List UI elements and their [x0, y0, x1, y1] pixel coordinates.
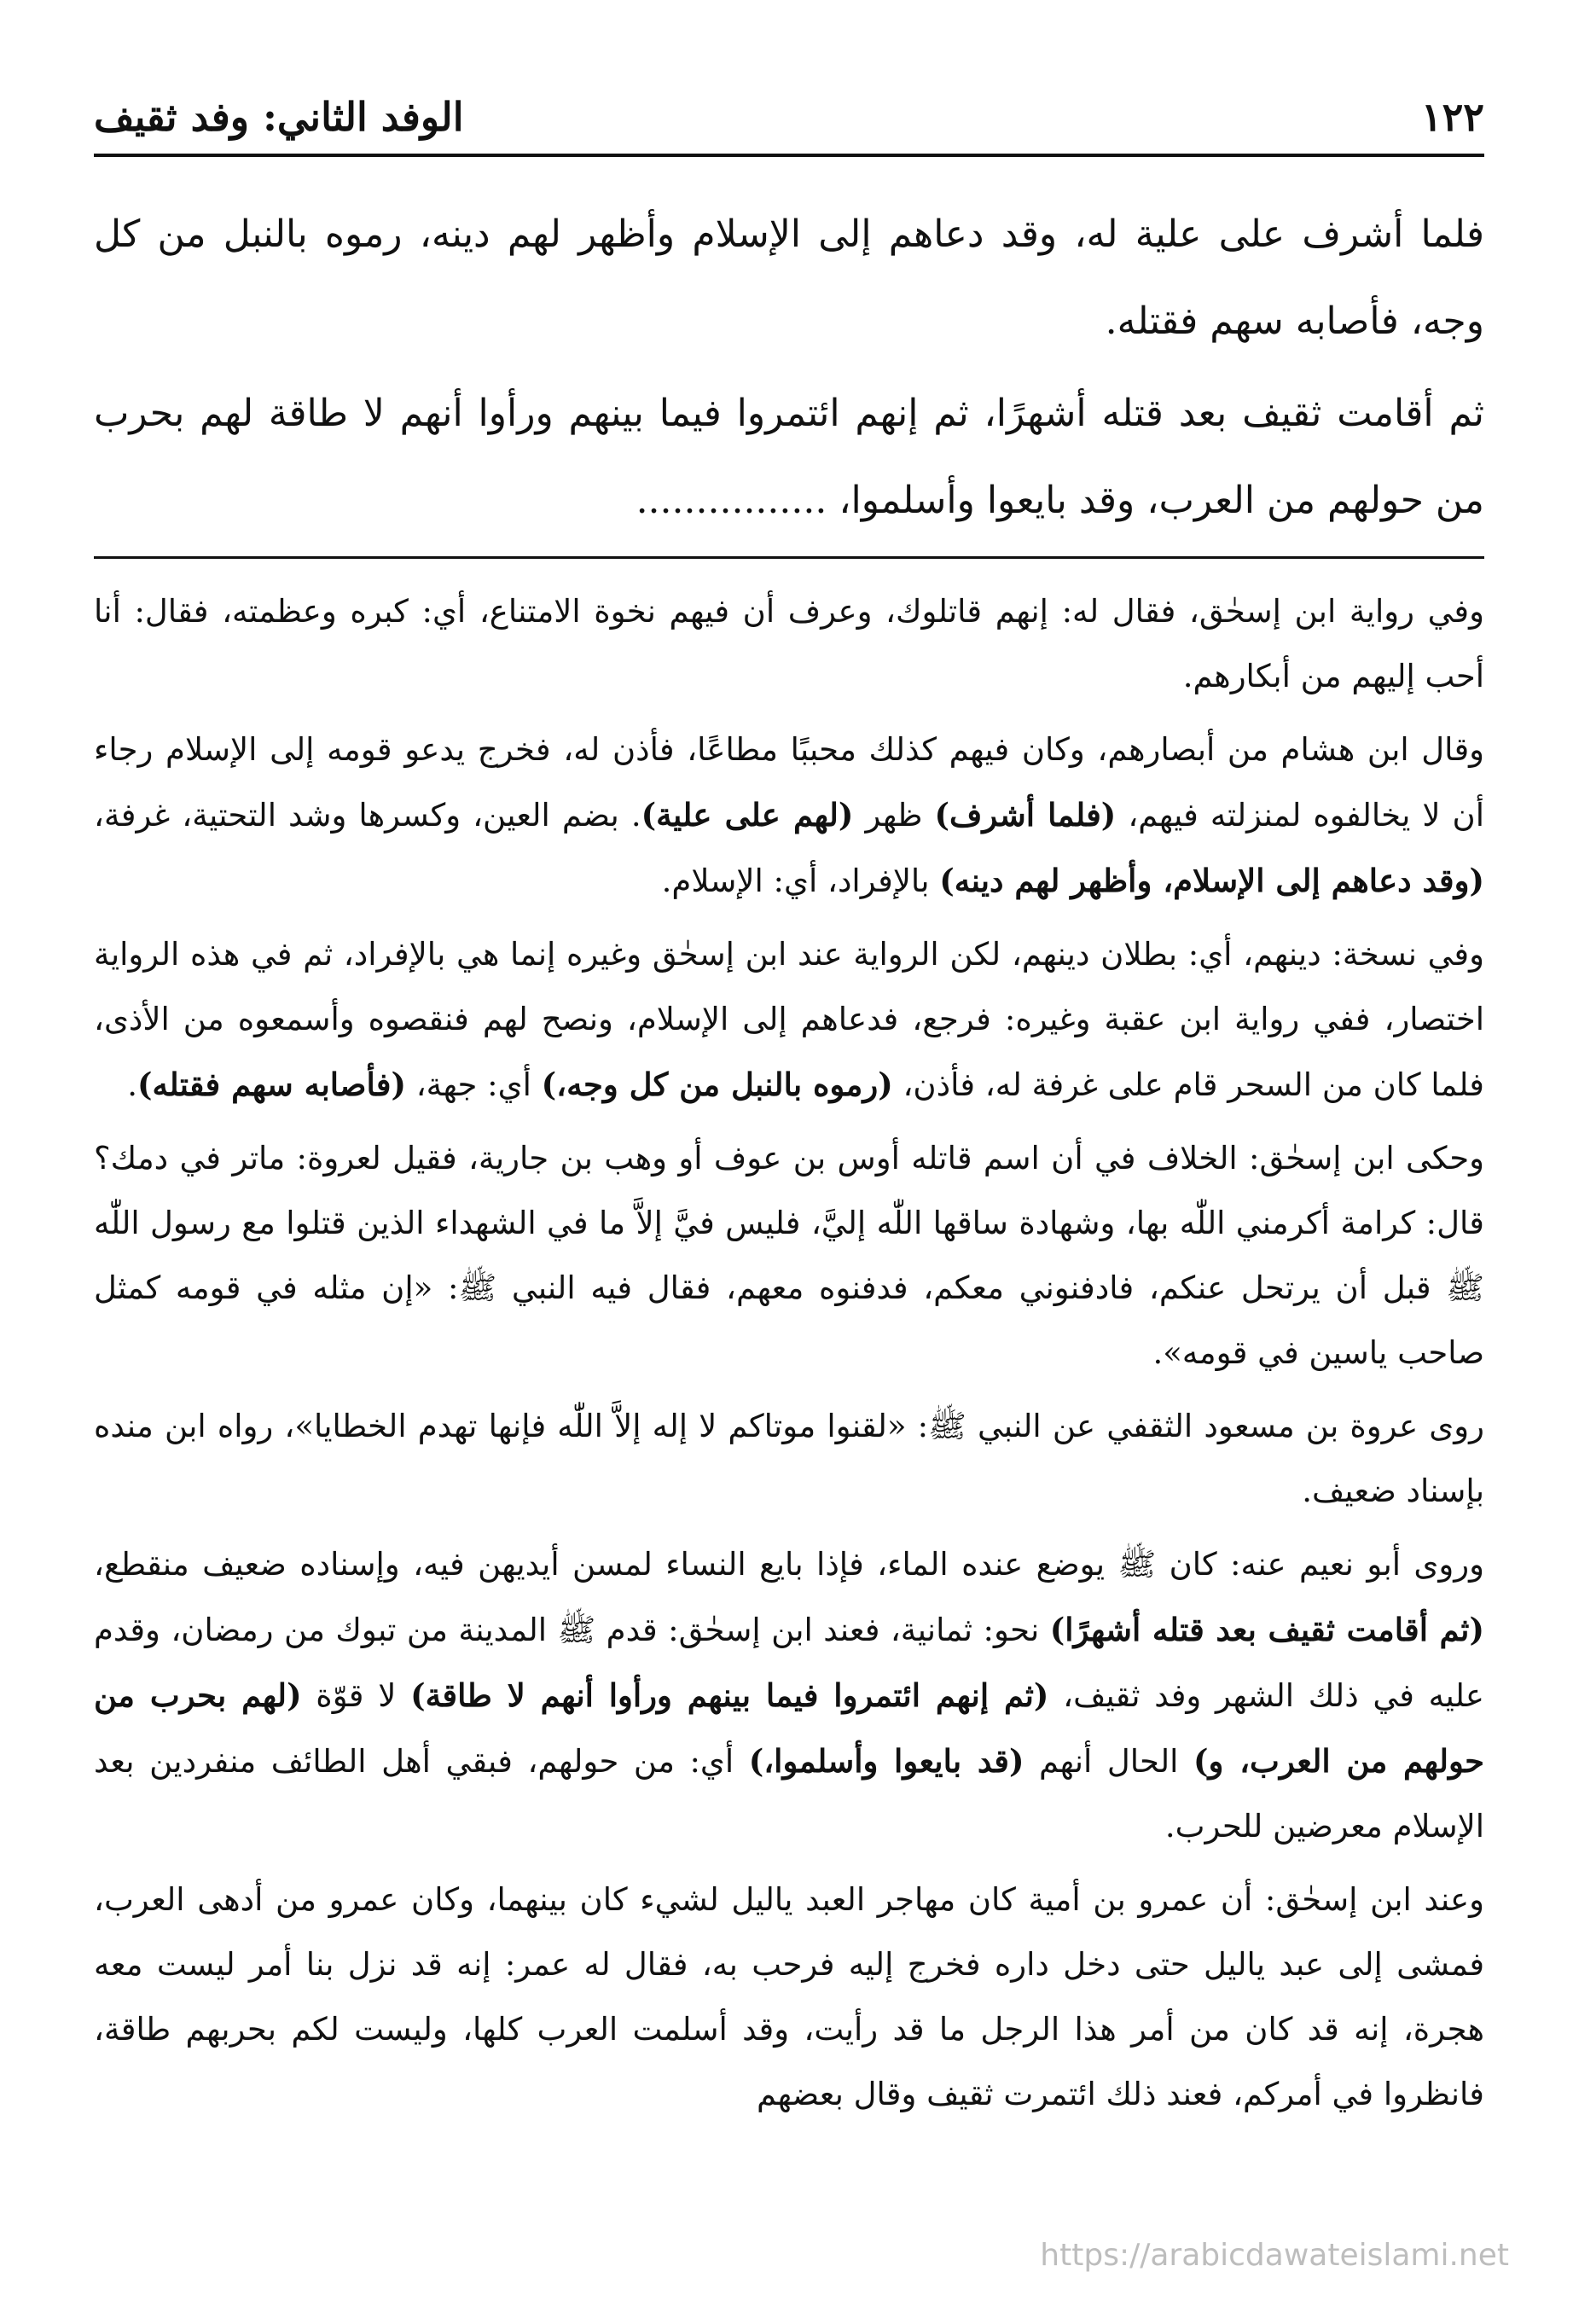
commentary-text: وقال ابن هشام من أبصارهم، وكان فيهم كذلك محببًا مطاعًا، فأذن له، فخرج يدعو قومه إلى الإسلام رجاء أن لا يخالفوه لمنزلته فيهم، [94, 731, 1485, 834]
commentary-text: الحال أنهم [1024, 1743, 1194, 1780]
commentary-text: لا قوّة [301, 1677, 411, 1714]
commentary-text: وعند ابن إسحٰق: أن عمرو بن أمية كان مهاجر العبد ياليل لشيء كان بينهما، وكان عمرو من أدهى العرب، فمشى إلى عبد ياليل حتى دخل داره فخرج إليه فرحب به، فقال له عمر: إنه قد نزل بنا أمر ليست معه هجرة، إنه قد كان من أمر هذا الرجل ما قد رأيت، وقد أسلمت العرب كلها، وليست لكم بحربهم طاقة، فانظروا في أمركم، فعند ذلك ائتمرت ثقيف وقال بعضهم [94, 1881, 1484, 2112]
quoted-matn-text: (لهم بحرب من حولهم من العرب، و) [94, 1676, 1484, 1780]
watermark: https://arabicdawateislami.net [1040, 2238, 1509, 2273]
quoted-matn-text: (رموه بالنبل من كل وجه،) [541, 1066, 893, 1103]
main-text [94, 191, 1484, 544]
main-paragraph: فلما أشرف على علية له، وقد دعاهم إلى الإسلام وأظهر لهم دينه، رموه بالنبل من كل وجه، فأصابه سهم فقتله. [94, 212, 1484, 343]
quoted-matn-text: (لهم على علية) [641, 796, 854, 834]
commentary-paragraph [94, 1126, 1484, 1386]
commentary [94, 579, 1484, 2127]
commentary-text: ظهر [853, 797, 935, 834]
page-number: ١٢٢ [1420, 94, 1484, 140]
commentary-paragraph [94, 579, 1484, 709]
quoted-matn-text: (ثم إنهم ائتمروا فيما بينهم ورأوا أنهم لا طاقة) [410, 1676, 1049, 1714]
main-paragraph: ثم أقامت ثقيف بعد قتله أشهرًا، ثم إنهم ائتمروا فيما بينهم ورأوا أنهم لا طاقة لهم بحرب من حولهم من العرب، وقد بايعوا وأسلموا، ................ [94, 392, 1484, 522]
commentary-text: بالإفراد، أي: الإسلام. [661, 863, 940, 899]
quoted-matn-text: (قد بايعوا وأسلموا،) [748, 1742, 1024, 1780]
quoted-matn-text: (ثم أقامت ثقيف بعد قتله أشهرًا) [1049, 1611, 1484, 1648]
commentary-text: وفي نسخة: دينهم، أي: بطلان دينهم، لكن الرواية عند ابن إسحٰق وغيره إنما هي بالإفراد، ثم في هذه الرواية اختصار، ففي رواية ابن عقبة وغيره: فرجع، فدعاهم إلى الإسلام، ونصح لهم فنقصوه وأسمعوه من الأذى، فلما كان من السحر قام على غرفة له، فأذن، [94, 936, 1484, 1103]
quoted-matn-text: (وقد دعاهم إلى الإسلام، وأظهر لهم دينه) [939, 862, 1484, 899]
commentary-text: . [127, 1066, 138, 1103]
running-title: الوفد الثاني: وفد ثقيف [94, 94, 464, 140]
book-page [94, 85, 1484, 2269]
commentary-text: نحو: ثمانية، فعند ابن إسحٰق: قدم ﷺ المدينة من تبوك من رمضان، وقدم عليه في ذلك الشهر وفد ثقيف، [94, 1612, 1485, 1714]
commentary-text: أي: جهة، [405, 1066, 542, 1103]
commentary-text: . بضم العين، وكسرها وشد التحتية، غرفة، [94, 797, 641, 834]
quoted-matn-text: (فلما أشرف) [934, 796, 1117, 834]
commentary-text: أي: من حولهم، فبقي أهل الطائف منفردين بعد الإسلام معرضين للحرب. [94, 1743, 1484, 1845]
commentary-paragraph [94, 1868, 1484, 2127]
commentary-text: وفي رواية ابن إسحٰق، فقال له: إنهم قاتلوك، وعرف أن فيهم نخوة الامتناع، أي: كبره وعظمته، فقال: أنا أحب إليهم من أبكارهم. [94, 593, 1484, 694]
page-header [94, 85, 1484, 157]
commentary-text: روى عروة بن مسعود الثقفي عن النبي ﷺ: «لقنوا موتاكم لا إله إلاَّ اللّٰه فإنها تهدم الخطايا»، رواه ابن منده بإسناد ضعيف. [94, 1408, 1484, 1509]
quoted-matn-text: (فأصابه سهم فقتله) [137, 1066, 406, 1103]
commentary-paragraph [94, 1394, 1484, 1524]
section-divider [94, 556, 1484, 559]
commentary-paragraph [94, 718, 1484, 914]
commentary-text: وروى أبو نعيم عنه: كان ﷺ يوضع عنده الماء، فإذا بايع النساء لمسن أيديهن فيه، وإسناده ضعيف منقطع، [94, 1546, 1484, 1583]
commentary-text: وحكى ابن إسحٰق: الخلاف في أن اسم قاتله أوس بن عوف أو وهب بن جارية، فقيل لعروة: ماتر في دمك؟ قال: كرامة أكرمني اللّٰه بها، وشهادة ساقها اللّٰه إليَّ، فليس فيَّ إلاَّ ما في الشهداء الذين قتلوا مع رسول اللّٰه ﷺ قبل أن يرتحل عنكم، فادفنوني معكم، فدفنوه معهم، فقال فيه النبي ﷺ: «إن مثله في قومه كمثل صاحب ياسين في قومه». [94, 1140, 1484, 1371]
commentary-paragraph [94, 922, 1484, 1118]
commentary-paragraph [94, 1532, 1484, 1859]
